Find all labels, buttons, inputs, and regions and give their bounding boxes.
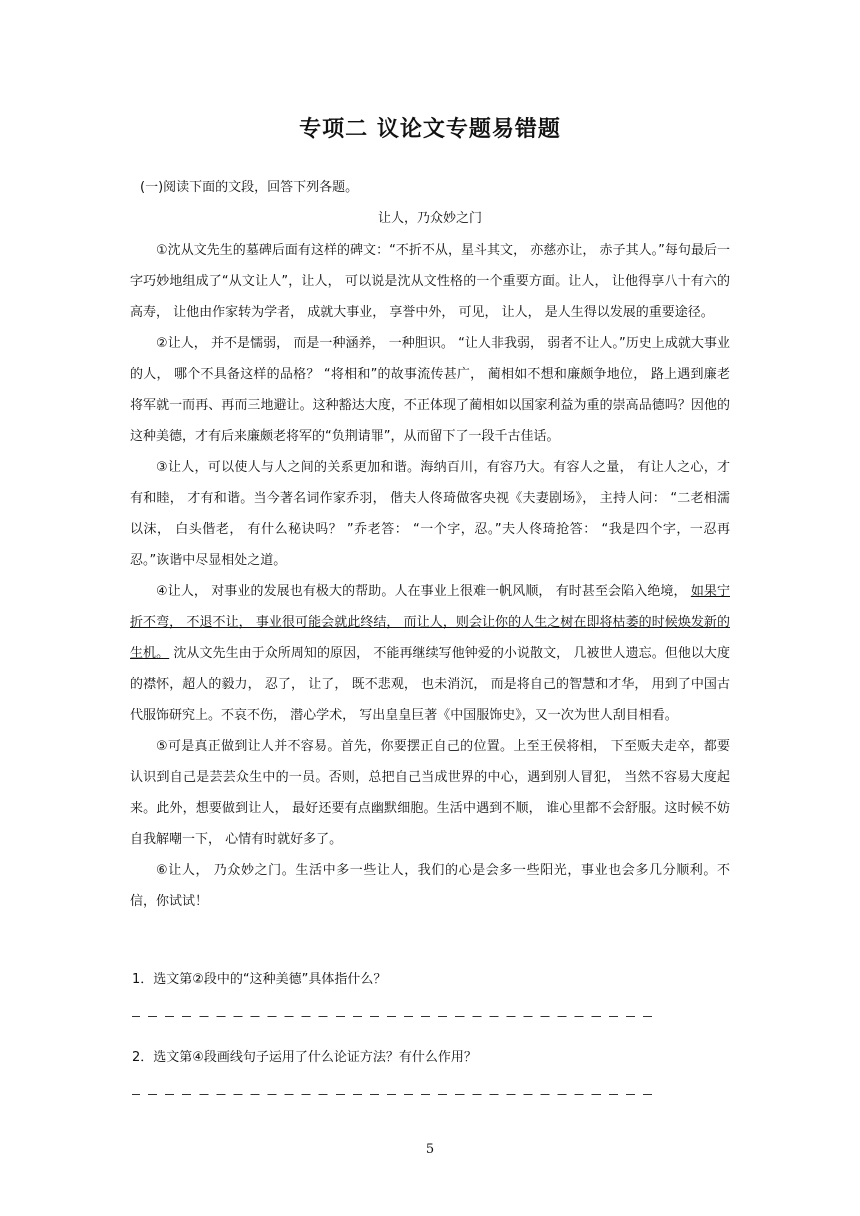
paragraph-6: ⑥让人， 乃众妙之门。生活中多一些让人，我们的心是会多一些阳光，事业也会多几分顺利。不信，你试试！	[130, 863, 730, 909]
paragraph-1: ①沈从文先生的墓碑后面有这样的碑文：“不折不从，星斗其文， 亦慈亦让， 赤子其人。”每句最后一字巧妙地组成了“从文让人”，让人， 可以说是沈从文性格的一个重要方面。让人， 让他得享八十有六的高寿， 让他由作家转为学者， 成就大事业， 享誉中外， 可见， 让人， 是人生得以发展的重要途径。	[130, 243, 730, 320]
article-body	[130, 235, 730, 917]
answer-line-1[interactable]	[132, 1016, 658, 1017]
paragraph-4-intro: ④让人， 对事业的发展也有极大的帮助。人在事业上很难一帆风顺， 有时甚至会陷入绝境，	[156, 584, 691, 599]
article-title: 让人，乃众妙之门	[377, 211, 482, 226]
paragraph-4-rest: 沈从文先生由于众所周知的原因， 不能再继续写他钟爱的小说散文， 几被世人遗忘。但他以大度的襟怀，超人的毅力， 忍了， 让了， 既不悲观， 也未消沉， 而是将自己的智慧和才华， 用到了中国古代服饰研究上。不哀不伤， 潜心学术， 写出皇皇巨著《中国服饰史》，又一次为世人刮目相看。	[130, 646, 730, 723]
page-number: 5	[425, 1142, 435, 1157]
answer-line-2[interactable]	[132, 1094, 658, 1095]
paragraph-2: ②让人， 并不是懦弱， 而是一种涵养， 一种胆识。 “让人非我弱， 弱者不让人。”历史上成就大事业的人， 哪个不具备这样的品格？ “将相和”的故事流传甚广， 蔺相如不想和廉颇争地位， 路上遇到廉老将军就一而再、再而三地避让。这种豁达大度，不正体现了蔺相如以国家利益为重的崇高品德吗？因他的这种美德，才有后来廉颇老将军的“负荆请罪”，从而留下了一段千古佳话。	[130, 336, 730, 444]
underlined-sentence: 如果宁折不弯， 不退不让， 事业很可能会就此终结， 而让人，则会让你的人生之树在即将枯萎的时候焕发新的生机。	[130, 584, 730, 661]
section-heading: (一)阅读下面的文段，回答下列各题。	[140, 180, 359, 195]
question-1: 1．选文第②段中的“这种美德”具体指什么？	[132, 972, 387, 987]
paragraph-5: ⑤可是真正做到让人并不容易。首先，你要摆正自己的位置。上至王侯将相， 下至贩夫走卒，都要认识到自己是芸芸众生中的一员。否则，总把自己当成世界的中心，遇到别人冒犯， 当然不容易大度起来。此外，想要做到让人， 最好还要有点幽默细胞。生活中遇到不顺， 谁心里都不会舒服。这时候不妨自我解嘲一下， 心情有时就好多了。	[130, 739, 730, 847]
paragraph-3: ③让人，可以使人与人之间的关系更加和谐。海纳百川，有容乃大。有容人之量， 有让人之心，才有和睦， 才有和谐。当今著名词作家乔羽， 偕夫人佟琦做客央视《夫妻剧场》， 主持人问： “二老相濡以沫， 白头偕老， 有什么秘诀吗？ ”乔老答： “一个字，忍。”夫人佟琦抢答： “我是四个字，一忍再忍。”诙谐中尽显相处之道。	[130, 460, 730, 568]
question-2: 2．选文第④段画线句子运用了什么论证方法？有什么作用？	[132, 1050, 477, 1065]
page-title: 专项二 议论文专题易错题	[299, 117, 561, 142]
paragraph-4	[130, 576, 730, 731]
